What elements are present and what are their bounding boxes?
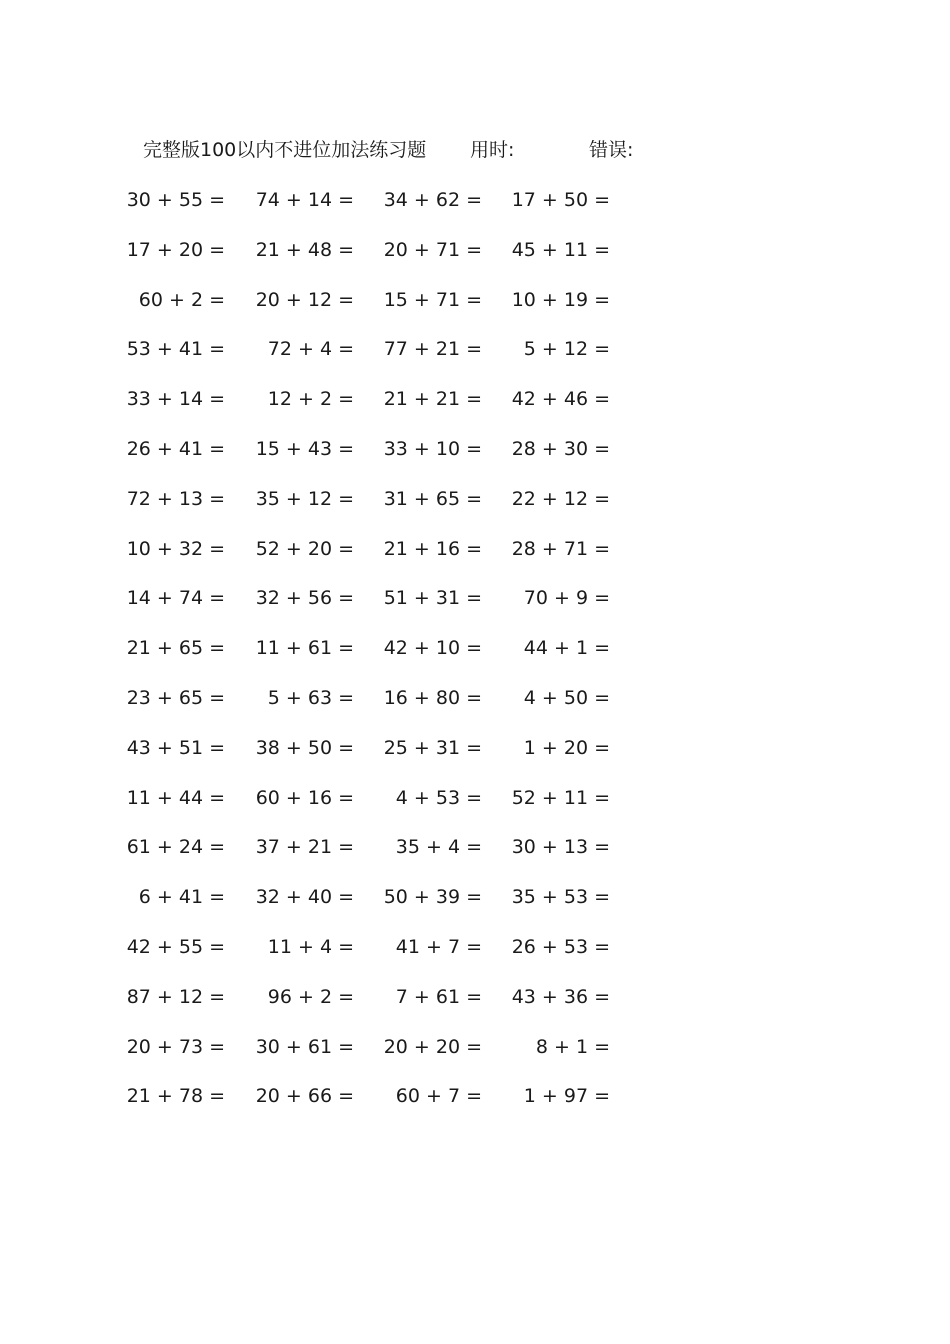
problem-row [0, 832, 950, 882]
problem-item: 17 + 50 = [511, 189, 610, 211]
problem-item: 35 + 12 = [255, 487, 354, 510]
problem-item: 50 + 39 = [383, 886, 482, 909]
problem-row [0, 982, 950, 1032]
problem-row [0, 285, 950, 335]
problem-item: 60 + 7 = [395, 1085, 482, 1108]
worksheet-title: 完整版100以内不进位加法练习题 [143, 139, 427, 161]
problem-item: 72 + 13 = [126, 487, 225, 510]
problem-item: 11 + 4 = [267, 935, 354, 958]
problem-item: 37 + 21 = [255, 836, 354, 859]
problem-item: 7 + 61 = [395, 985, 482, 1008]
problem-item: 28 + 30 = [511, 437, 610, 460]
problem-item: 43 + 51 = [126, 736, 225, 759]
problem-row [0, 683, 950, 733]
problem-item: 23 + 65 = [126, 686, 225, 709]
problem-row [0, 235, 950, 285]
problem-item: 60 + 2 = [138, 288, 225, 311]
problem-item: 70 + 9 = [523, 587, 610, 610]
problem-item: 87 + 12 = [126, 985, 225, 1008]
problem-item: 1 + 20 = [523, 736, 610, 759]
problem-item: 20 + 66 = [255, 1085, 354, 1108]
problem-item: 77 + 21 = [383, 338, 482, 361]
problem-row [0, 185, 950, 235]
problem-item: 30 + 55 = [126, 189, 225, 211]
problem-item: 33 + 14 = [126, 388, 225, 411]
problem-row [0, 1081, 950, 1131]
problem-item: 16 + 80 = [383, 686, 482, 709]
problem-item: 35 + 53 = [511, 886, 610, 909]
problem-item: 4 + 53 = [395, 786, 482, 809]
problem-item: 52 + 11 = [511, 786, 610, 809]
problem-item: 4 + 50 = [523, 686, 610, 709]
problem-item: 51 + 31 = [383, 587, 482, 610]
errors-label: 错误: [589, 139, 634, 161]
problem-item: 20 + 73 = [126, 1035, 225, 1058]
problem-item: 60 + 16 = [255, 786, 354, 809]
problem-row [0, 434, 950, 484]
problem-item: 22 + 12 = [511, 487, 610, 510]
problem-item: 35 + 4 = [395, 836, 482, 859]
problem-row [0, 1032, 950, 1082]
problem-item: 15 + 43 = [255, 437, 354, 460]
problem-item: 21 + 16 = [383, 537, 482, 560]
problem-item: 20 + 20 = [383, 1035, 482, 1058]
problem-row [0, 932, 950, 982]
problem-item: 72 + 4 = [267, 338, 354, 361]
problem-row [0, 633, 950, 683]
time-used-label: 用时: [470, 139, 515, 161]
problem-item: 5 + 12 = [523, 338, 610, 361]
problem-row [0, 783, 950, 833]
problem-item: 26 + 53 = [511, 935, 610, 958]
problem-item: 21 + 78 = [126, 1085, 225, 1108]
problem-row [0, 534, 950, 584]
problem-item: 43 + 36 = [511, 985, 610, 1008]
problem-item: 15 + 71 = [383, 288, 482, 311]
problem-item: 8 + 1 = [535, 1035, 610, 1058]
problem-row [0, 384, 950, 434]
problem-item: 33 + 10 = [383, 437, 482, 460]
problem-item: 26 + 41 = [126, 437, 225, 460]
problem-item: 32 + 40 = [255, 886, 354, 909]
problem-item: 28 + 71 = [511, 537, 610, 560]
problem-item: 44 + 1 = [523, 637, 610, 660]
problem-item: 11 + 44 = [126, 786, 225, 809]
problem-row [0, 583, 950, 633]
problem-item: 52 + 20 = [255, 537, 354, 560]
problem-row [0, 334, 950, 384]
problem-item: 14 + 74 = [126, 587, 225, 610]
problem-item: 96 + 2 = [267, 985, 354, 1008]
problem-item: 31 + 65 = [383, 487, 482, 510]
problem-item: 21 + 65 = [126, 637, 225, 660]
problem-row [0, 733, 950, 783]
problem-item: 74 + 14 = [255, 189, 354, 211]
problem-item: 1 + 97 = [523, 1085, 610, 1108]
problem-item: 12 + 2 = [267, 388, 354, 411]
problem-row [0, 484, 950, 534]
problem-item: 42 + 55 = [126, 935, 225, 958]
problem-item: 34 + 62 = [383, 189, 482, 211]
problem-item: 10 + 19 = [511, 288, 610, 311]
problem-item: 17 + 20 = [126, 238, 225, 261]
problem-item: 45 + 11 = [511, 238, 610, 261]
problem-item: 5 + 63 = [267, 686, 354, 709]
problem-item: 32 + 56 = [255, 587, 354, 610]
problem-item: 38 + 50 = [255, 736, 354, 759]
problem-item: 41 + 7 = [395, 935, 482, 958]
problem-item: 10 + 32 = [126, 537, 225, 560]
problem-item: 42 + 46 = [511, 388, 610, 411]
problem-item: 21 + 48 = [255, 238, 354, 261]
problem-item: 30 + 61 = [255, 1035, 354, 1058]
problem-item: 42 + 10 = [383, 637, 482, 660]
problem-item: 21 + 21 = [383, 388, 482, 411]
problem-item: 20 + 71 = [383, 238, 482, 261]
problem-item: 6 + 41 = [138, 886, 225, 909]
problem-row [0, 882, 950, 932]
problem-item: 61 + 24 = [126, 836, 225, 859]
problem-item: 11 + 61 = [255, 637, 354, 660]
problem-item: 20 + 12 = [255, 288, 354, 311]
problem-grid [0, 185, 950, 1131]
problem-item: 53 + 41 = [126, 338, 225, 361]
problem-item: 30 + 13 = [511, 836, 610, 859]
problem-item: 25 + 31 = [383, 736, 482, 759]
